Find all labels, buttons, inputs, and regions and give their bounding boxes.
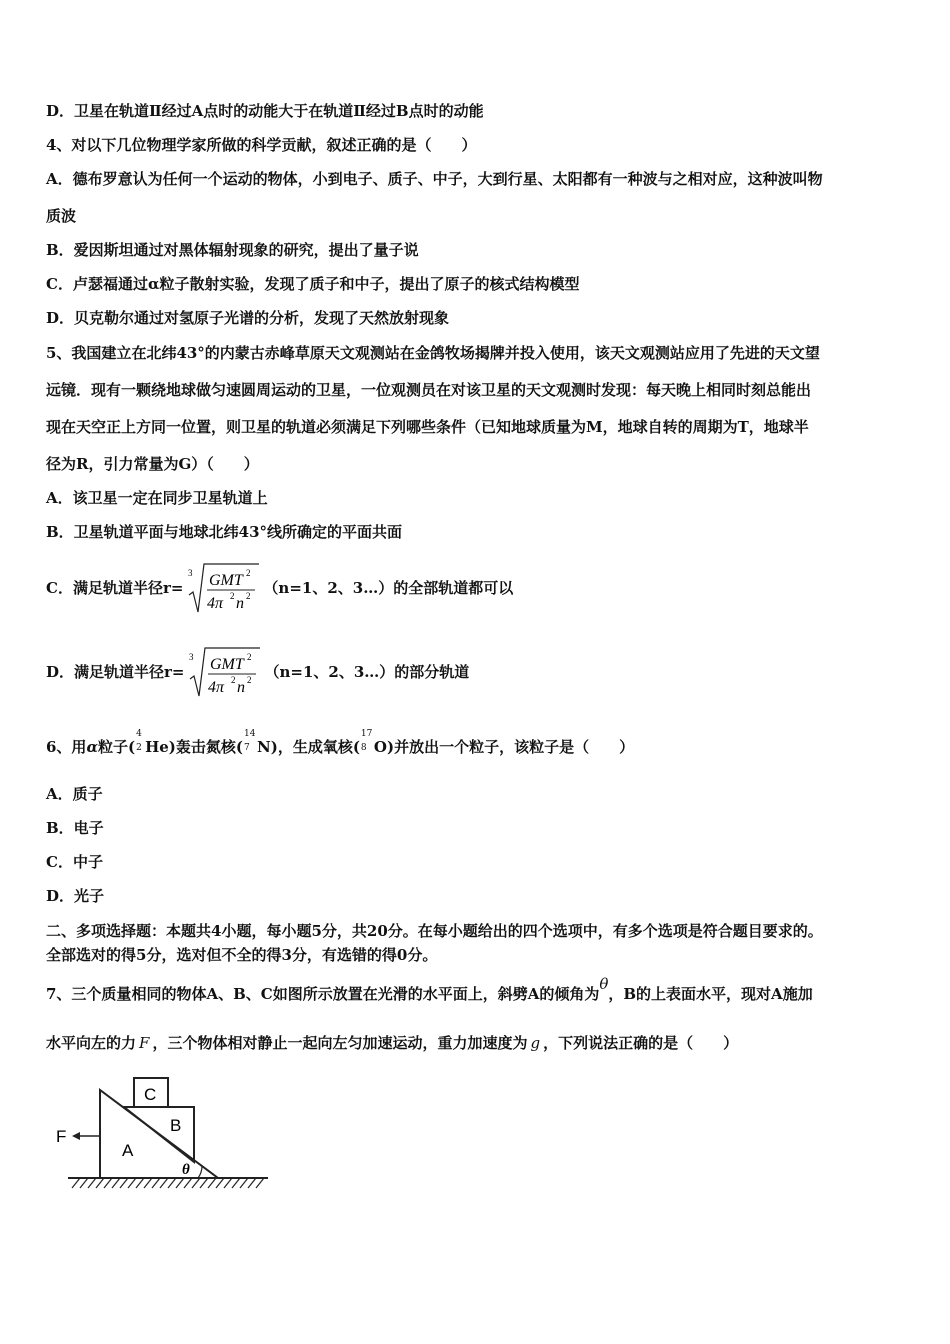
denominator-n: n [236,595,245,612]
gravity-symbol: g [530,1034,541,1052]
q6-option-b: B．电子 [46,819,104,837]
root-index: 3 [189,652,194,662]
label-b: B [170,1116,182,1135]
q5-stem-line1: 5、我国建立在北纬43°的内蒙古赤峰草原天文观测站在金鸽牧场揭牌并投入使用，该天文观测站应用了先进的天文望 [46,344,820,362]
q6-option-a: A．质子 [46,785,103,803]
oxygen-isotope [360,729,374,758]
label-a: A [122,1141,134,1160]
q4-option-a-line1: A．德布罗意认为任何一个运动的物体，小到电子、质子、中子，大到行星、太阳都有一种波与之相对应，这种波叫物 [46,170,823,188]
q6-option-d: D．光子 [46,887,105,905]
q7-text-2: ，B的上表面水平，现对A施加 [608,985,813,1003]
q4-option-a-line2: 质波 [46,207,77,225]
q3-option-d: D．卫星在轨道Ⅱ经过A点时的动能大于在轨道Ⅱ经过B点时的动能 [46,102,484,120]
alpha-symbol: α [86,738,98,756]
denominator-exponent-2: 2 [246,591,251,601]
o-mass-number: 17 [360,729,373,739]
denominator-exponent-1: 2 [230,591,235,601]
he-mass-number: 4 [136,729,142,739]
root-index: 3 [188,568,193,578]
o-atomic-number: 8 [360,743,367,753]
q5-option-b: B．卫星轨道平面与地球北纬43°线所确定的平面共面 [46,523,403,541]
section2-header-line2: 全部选对的得5分，选对但不全的得3分，有选错的得0分。 [46,946,438,964]
cube-root-formula [187,561,261,617]
q6-text-2: 粒子( [97,738,136,756]
q7-text-4: ，三个物体相对静止一起向左匀加速运动，重力加速度为 [152,1034,528,1052]
q5-option-d-suffix: （n=1、2、3…）的部分轨道 [264,663,470,681]
denominator-n: n [237,679,246,696]
q5-option-c-prefix: C．满足轨道半径r= [46,579,184,597]
q6-text-1: 6、用 [46,738,87,756]
q6-text-he: He)轰击氮核( [145,738,244,756]
n-atomic-number: 7 [244,743,250,753]
q6-option-c: C．中子 [46,853,103,871]
q7-text-1: 7、三个质量相同的物体A、B、C如图所示放置在光滑的水平面上，斜劈A的倾角为 [46,985,600,1003]
q5-stem-line3: 现在天空正上方同一位置，则卫星的轨道必须满足下列哪些条件（已知地球质量为M，地球自转的周期为T，地球半 [46,418,809,436]
numerator-exponent: 2 [246,568,251,578]
q5-option-a: A．该卫星一定在同步卫星轨道上 [46,489,268,507]
label-c: C [144,1085,157,1104]
q7-text-5: ，下列说法正确的是（ ） [543,1034,739,1052]
nitrogen-isotope [243,729,257,758]
numerator: GMT [209,572,244,589]
q5-option-c-suffix: （n=1、2、3…）的全部轨道都可以 [263,579,514,597]
force-arrowhead [72,1132,80,1140]
label-f: F [56,1127,67,1146]
q6-text-o: O)并放出一个粒子，该粒子是（ ） [373,738,635,756]
theta-symbol: θ [599,975,609,993]
numerator: GMT [210,656,245,673]
q5-stem-line2: 远镜．现有一颗绕地球做匀速圆周运动的卫星，一位观测员在对该卫星的天文观测时发现：每天晚上相同时刻总能出 [46,381,812,399]
q5-option-c [46,558,513,618]
ground-hatching [72,1178,264,1188]
q7-figure [48,1070,278,1200]
q4-option-c: C．卢瑟福通过α粒子散射实验，发现了质子和中子，提出了原子的核式结构模型 [46,275,580,293]
q6-text-n: N)，生成氧核( [257,738,360,756]
he-atomic-number: 2 [136,743,142,753]
q5-option-d [46,642,469,702]
force-symbol: F [139,1034,150,1052]
q7-text-3: 水平向左的力 [46,1034,137,1052]
denominator: 4π [208,679,225,696]
q4-stem: 4、对以下几位物理学家所做的科学贡献，叙述正确的是（ ） [46,136,477,154]
q7-stem-line2 [46,1033,738,1053]
numerator-exponent: 2 [247,652,252,662]
block-b [124,1107,194,1162]
q5-stem-line4: 径为R，引力常量为G）（ ） [46,455,259,473]
q6-stem [46,729,635,758]
q4-option-d: D．贝克勒尔通过对氢原子光谱的分析，发现了天然放射现象 [46,309,450,327]
q5-option-d-prefix: D．满足轨道半径r= [46,663,185,681]
n-mass-number: 14 [244,729,256,739]
helium-isotope [135,729,145,758]
section2-header-line1: 二、多项选择题：本题共4小题，每小题5分，共20分。在每小题给出的四个选项中，有多个选项是符合题目要求的。 [46,922,823,940]
label-theta: θ [182,1162,190,1178]
cube-root-formula [188,645,262,701]
denominator-exponent-2: 2 [247,675,252,685]
denominator: 4π [207,595,224,612]
q7-stem-line1 [46,975,813,1004]
denominator-exponent-1: 2 [231,675,236,685]
q4-option-b: B．爱因斯坦通过对黑体辐射现象的研究，提出了量子说 [46,241,419,259]
theta-arc [198,1166,202,1178]
